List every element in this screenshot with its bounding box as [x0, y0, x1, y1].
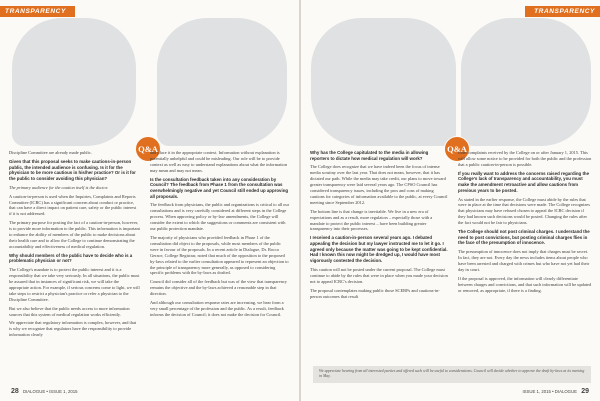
- question-text: Given that this proposal seeks to make cautions-in-person public, the intended audience is confusing. Is it for the physician to be more cautious in his/her practice? Or is it for the public to consider avoiding this physician?: [9, 158, 136, 182]
- question-text: If you really want to address the concerns raised regarding the College's lack of transparency and accountability, you must make the amendment retroactive and allow cautions from previous years to be posted.: [458, 170, 590, 193]
- footer-left: [8, 388, 78, 395]
- body-paragraph: Council did consider all of the feedback but was of the view that transparency remains the objective and the by-laws achieved a reasonable step in that direction.: [150, 279, 287, 297]
- qa-badge-icon: Q&A: [135, 136, 161, 162]
- body-paragraph: The bottom line is that change is inevitable. We live in a new era of expectations and as a result, more regulators – especially those with a mandate to protect the public interest – have been building greater transparency into their processes.: [310, 208, 433, 232]
- qa-badge-icon: Q&A: [444, 136, 470, 162]
- body-paragraph: This caution will not be posted under the current proposal. The College must continue to abide by the rules that were in place when you made your decision not to appeal ICRC's decision.: [310, 266, 448, 284]
- body-paragraph: The College does recognize that we have indeed been the focus of intense media scrutiny over the last year. That does not mean, however, that it has dictated our path. While the media may take credit, our plans to move toward greater transparency were laid several years ago. The CPSO Council has considered transparency issues, including the pros and cons of making cautions for categories of information available to the public, at every Council meeting since September 2012.: [310, 164, 448, 205]
- right-column-2: [458, 150, 592, 297]
- question-text: Why has the College capitulated to the media in allowing reporters to dictate how medical regulation will work?: [310, 150, 429, 161]
- speech-bubble-graphic: [12, 18, 136, 146]
- question-text: Is the consultation feedback taken into any consideration by Council? The feedback from Phase 1 from the consultation was overwhelmingly negative and yet Council still ended up approving all proposals.: [150, 176, 289, 199]
- speech-bubble-graphic: [311, 18, 456, 146]
- footer-publication: ISSUE 1, 2015 • DIALOGUE: [522, 389, 577, 394]
- question-text: The College should not post criminal charges. I understand the need to post convictions, but posting criminal charges flies in the face of the presumption of innocence.: [458, 229, 590, 246]
- page-number: 29: [581, 388, 589, 395]
- body-paragraph: We appreciate that regulatory information is complex, however, and that is why we recognize that regulators have the responsibility to provide information clearly: [9, 320, 137, 338]
- footer-right: [522, 388, 592, 395]
- body-paragraph: The presumption of innocence does not imply that charges must be secret. In fact, they are not. Every day the news includes items about people who have been arrested and charged with crimes but who have not yet had their day in court.: [458, 249, 590, 272]
- speech-bubble-graphic: [461, 18, 591, 146]
- body-paragraph: and place it in the appropriate context. Information without explanation is potentially unhelpful and could be misleading. Our role will be to provide context as well as easy to understand explanations about what the information may mean and may not mean.: [150, 150, 287, 173]
- question-text: Why should members of the public have to decide who is a problematic physician or not?: [9, 252, 133, 264]
- body-paragraph: But we also believe that the public needs access to more information sources that this system of medical regulation works efficiently.: [9, 305, 130, 317]
- right-page: [301, 0, 600, 401]
- left-page: [0, 0, 299, 401]
- right-column-1: [310, 150, 448, 302]
- footer-publication: DIALOGUE • ISSUE 1, 2015: [23, 389, 78, 394]
- question-text: I received a caution-in-person several years ago. I debated appealing the decision but my lawyer instructed me to let it go. I agreed only because the matter was going to be kept confidential. Had I known this now might be dredged up, I would have most vigorously contested the decision.: [310, 235, 448, 264]
- section-tab-left: TRANSPARENCY: [0, 6, 75, 17]
- body-paragraph: And although our consultation response rates are increasing, we hear from a very small percentage of the profession and the public. As a result, feedback informs the decision of Council; it does not make the decision for Council.: [150, 300, 284, 317]
- body-paragraph: Discipline Committee are already made public.: [9, 150, 92, 155]
- body-paragraph: If the proposal is approved, the information will clearly differentiate between charges and convictions, and that such information will be updated or removed, as appropriate, if there is a finding.: [458, 275, 592, 293]
- section-tab-right: TRANSPARENCY: [525, 6, 600, 17]
- body-paragraph: from complaints received by the College on or after January 1, 2015. This will allow some notice to be provided for both the public and the profession that a public caution-in-person is possible.: [458, 150, 592, 167]
- body-paragraph: The majority of physicians who provided feedback in Phase 1 of the consultation did object to the proposals, while most members of the public were in favour of the proposals. In a recent article in Dialogue, Dr. Rocco Gerace, College Registrar, noted that much of the opposition to the proposed by-laws related to the earlier consultation appeared to represent an objection to the principle of transparency more generally, as opposed to considering specific problems with the by-laws as drafted.: [150, 234, 289, 276]
- speech-bubble-graphic: [157, 18, 287, 146]
- callout-box: We appreciate hearing from all interested parties and offered such will be useful to considerations. Council will decide whether to approve the draft by-laws at its meeting in May.: [313, 366, 591, 383]
- body-paragraph: The primary audience for the caution itself is the doctor.: [9, 184, 109, 190]
- body-paragraph: The proposal contemplates making public those SCERPs and cautions-in-person outcomes that result: [310, 287, 440, 299]
- left-column-2: [150, 150, 290, 321]
- body-paragraph: The College's mandate is to protect the public interest and it is a responsibility that we take very seriously. In all situations, the public must be assured that in instances of significant risk, we will take the appropriate action. For example, if serious concerns come to light, we will take steps to restrict a physician's practice or refer a physician to the Discipline Committee.: [9, 267, 140, 302]
- left-column-1: [9, 150, 140, 341]
- page-number: 28: [11, 388, 19, 395]
- body-paragraph: As stated in the earlier response, the College must abide by the rules that were in place at the time that decisions were made. The College recognizes that physicians may have refused chosen to appeal the ICRC decision if they had known such decisions would be posted. Changing the rules after the fact would not be fair to physicians.: [458, 196, 590, 226]
- body-paragraph: The feedback from physicians, the public and organizations is critical to all our consultations and is very carefully considered at different steps in the College process. When approving policy or by-law amendments, the College will consider the extent to which the suggestions or comments are consistent with our public protection mandate.: [150, 202, 290, 232]
- body-paragraph: The primary purpose for posting the fact of a caution-in-person, however, is to provide more information to the public. This information is important to enhance the ability of members of the public to make decisions about their health care and to allow the College to continue demonstrating the accountability and effectiveness of medical regulation.: [9, 220, 140, 249]
- body-paragraph: A caution-in-person is used when the Inquiries, Complaints and Reports Committee (ICRC) has a significant concern about conduct or practice, that can have a direct impact on patient care, safety or the public interest if it is not addressed.: [9, 193, 137, 217]
